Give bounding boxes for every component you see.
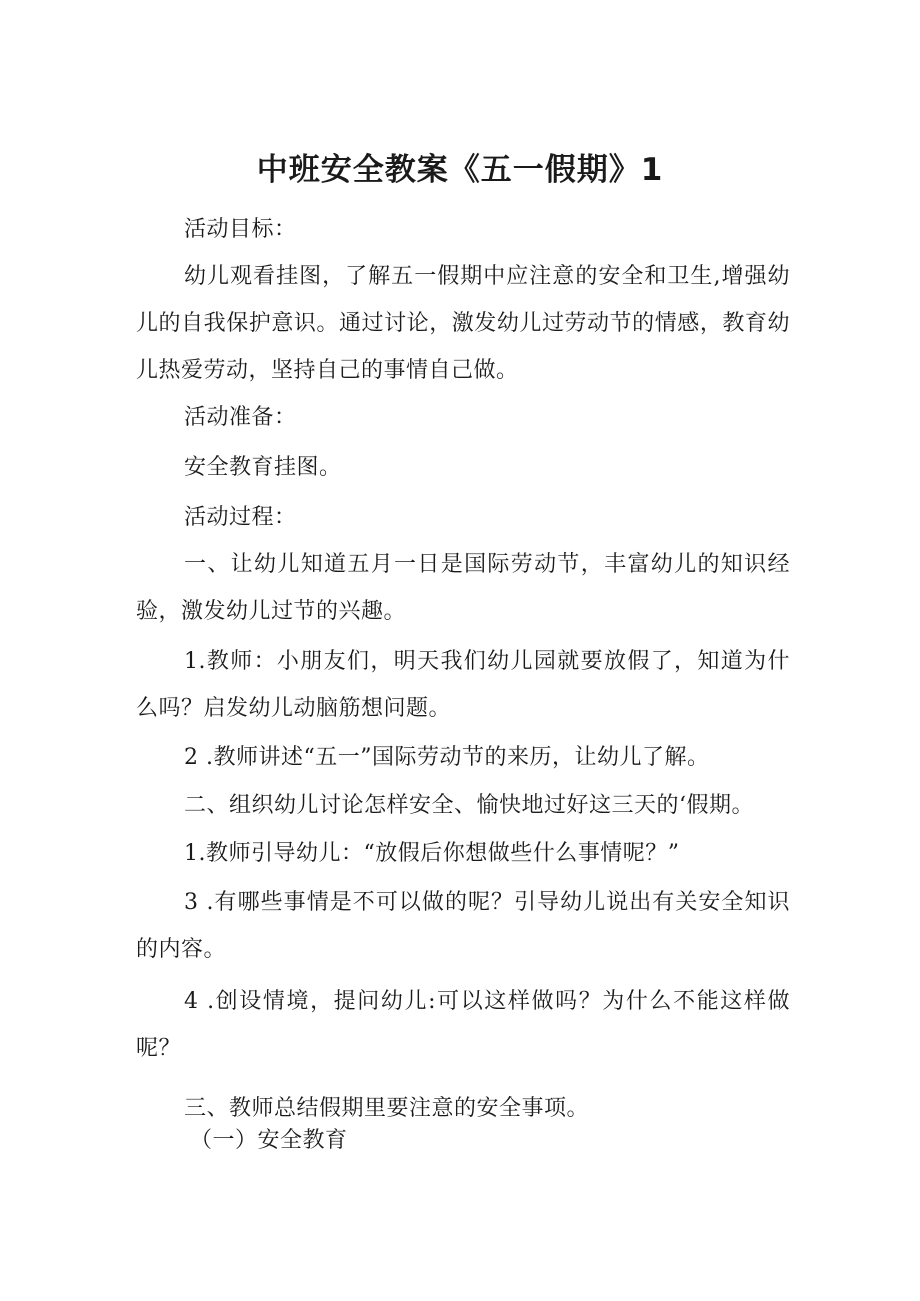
paragraph-process-heading: 活动过程： — [184, 505, 297, 530]
document-title: 中班安全教案《五一假期》1 — [256, 152, 664, 188]
paragraph-step-two-item-1: 1.教师引导幼儿：“放假后你想做些什么事情呢？” — [184, 841, 680, 866]
subheading-safety-education: （一）安全教育 — [190, 1128, 348, 1153]
paragraph-step-one-item-2: 2 .教师讲述“五一”国际劳动节的来历，让幼儿了解。 — [184, 745, 710, 770]
paragraph-prep-heading: 活动准备： — [184, 405, 297, 430]
paragraph-step-two: 二、组织幼儿讨论怎样安全、愉快地过好这三天的‘假期。 — [184, 793, 754, 818]
paragraph-step-one-item-1: 1.教师：小朋友们，明天我们幼儿园就要放假了，知道为什么吗？启发幼儿动脑筋想问题。 — [136, 649, 790, 721]
paragraph-prep-body: 安全教育挂图。 — [184, 455, 342, 480]
paragraph-goal-body: 幼儿观看挂图，了解五一假期中应注意的安全和卫生,增强幼儿的自我保护意识。通过讨论，激发幼儿过劳动节的情感，教育幼儿热爱劳动，坚持自己的事情自己做。 — [136, 264, 790, 383]
paragraph-step-two-item-4: 4 .创设情境，提问幼儿:可以这样做吗？为什么不能这样做呢？ — [136, 989, 790, 1061]
paragraph-goal-heading: 活动目标： — [184, 217, 297, 242]
paragraph-step-one: 一、让幼儿知道五月一日是国际劳动节，丰富幼儿的知识经验，激发幼儿过节的兴趣。 — [136, 552, 790, 624]
paragraph-step-three: 三、教师总结假期里要注意的安全事项。 — [184, 1096, 590, 1121]
paragraph-step-two-item-3: 3 .有哪些事情是不可以做的呢？引导幼儿说出有关安全知识的内容。 — [136, 890, 790, 962]
